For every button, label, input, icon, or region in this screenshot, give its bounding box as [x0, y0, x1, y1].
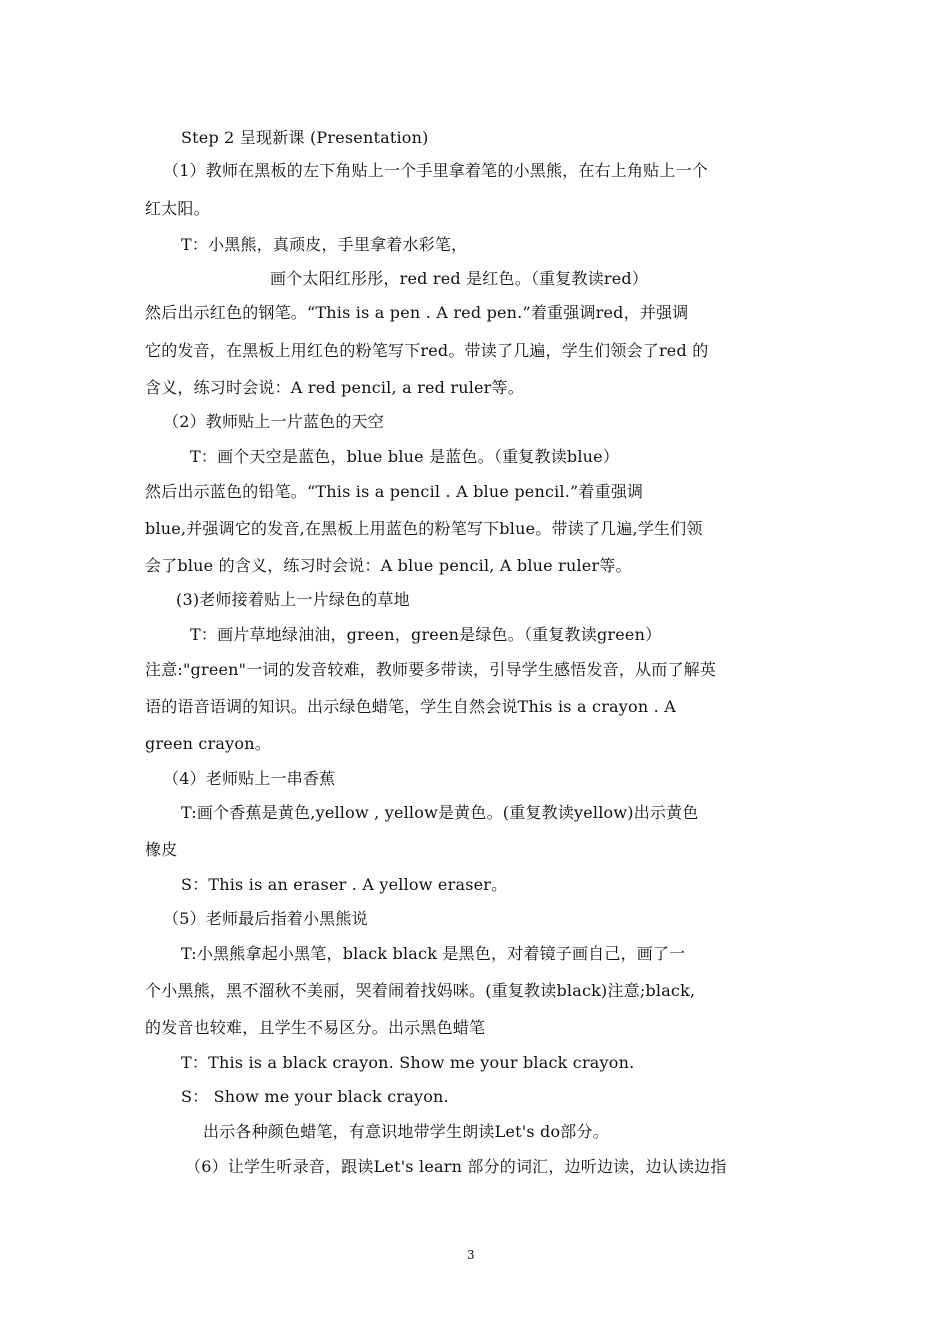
- paragraph-line: S：This is an eraser . A yellow eraser。: [181, 875, 508, 894]
- paragraph-line: 它的发音，在黑板上用红色的粉笔写下red。带读了几遍，学生们领会了red 的: [145, 341, 709, 360]
- paragraph-line: （1）教师在黑板的左下角贴上一个手里拿着笔的小黑熊，在右上角贴上一个: [163, 161, 708, 180]
- paragraph-line: 语的语音语调的知识。出示绿色蜡笔，学生自然会说This is a crayon . A: [145, 697, 676, 716]
- paragraph-line: blue,并强调它的发音,在黑板上用蓝色的粉笔写下blue。带读了几遍,学生们领: [145, 519, 703, 538]
- page-number: 3: [467, 1248, 475, 1262]
- paragraph-line: 橡皮: [145, 840, 178, 859]
- paragraph-line: T：画个天空是蓝色，blue blue 是蓝色。（重复教读blue）: [190, 447, 620, 466]
- paragraph-line: 出示各种颜色蜡笔，有意识地带学生朗读Let's do部分。: [203, 1122, 609, 1141]
- paragraph-line: 红太阳。: [145, 199, 210, 218]
- paragraph-line: （5）老师最后指着小黑熊说: [163, 909, 368, 928]
- paragraph-line: green crayon。: [145, 734, 271, 753]
- paragraph-line: （6）让学生听录音，跟读Let's learn 部分的词汇，边听边读，边认读边指: [185, 1157, 727, 1176]
- paragraph-line: T：This is a black crayon. Show me your black crayon.: [181, 1053, 635, 1072]
- paragraph-line: 然后出示红色的钢笔。“This is a pen . A red pen.”着重强调red，并强调: [145, 303, 689, 322]
- paragraph-line: 然后出示蓝色的铅笔。“This is a pencil . A blue pencil.”着重强调: [145, 482, 644, 501]
- paragraph-line: T:画个香蕉是黄色,yellow , yellow是黄色。(重复教读yellow)出示黄色: [181, 803, 699, 822]
- paragraph-line: 含义，练习时会说：A red pencil, a red ruler等。: [145, 378, 524, 397]
- paragraph-line: 的发音也较难，且学生不易区分。出示黑色蜡笔: [145, 1018, 486, 1037]
- paragraph-line: (3)老师接着贴上一片绿色的草地: [176, 590, 410, 609]
- paragraph-line: （4）老师贴上一串香蕉: [163, 769, 336, 788]
- paragraph-line: 注意:"green"一词的发音较难，教师要多带读，引导学生感悟发音，从而了解英: [145, 660, 717, 679]
- paragraph-line: S： Show me your black crayon.: [181, 1087, 449, 1106]
- step-heading: Step 2 呈现新课 (Presentation): [181, 128, 429, 147]
- paragraph-line: T:小黑熊拿起小黑笔，black black 是黑色，对着镜子画自己，画了一: [181, 944, 686, 963]
- paragraph-line: 画个太阳红彤彤，red red 是红色。（重复教读red）: [270, 269, 649, 288]
- paragraph-line: （2）教师贴上一片蓝色的天空: [163, 412, 384, 431]
- paragraph-line: 个小黑熊，黑不溜秋不美丽，哭着闹着找妈咪。(重复教读black)注意;black,: [145, 981, 696, 1000]
- paragraph-line: T：小黑熊，真顽皮，手里拿着水彩笔，: [181, 235, 468, 254]
- paragraph-line: T：画片草地绿油油，green，green是绿色。（重复教读green）: [190, 625, 662, 644]
- paragraph-line: 会了blue 的含义，练习时会说：A blue pencil, A blue ruler等。: [145, 556, 632, 575]
